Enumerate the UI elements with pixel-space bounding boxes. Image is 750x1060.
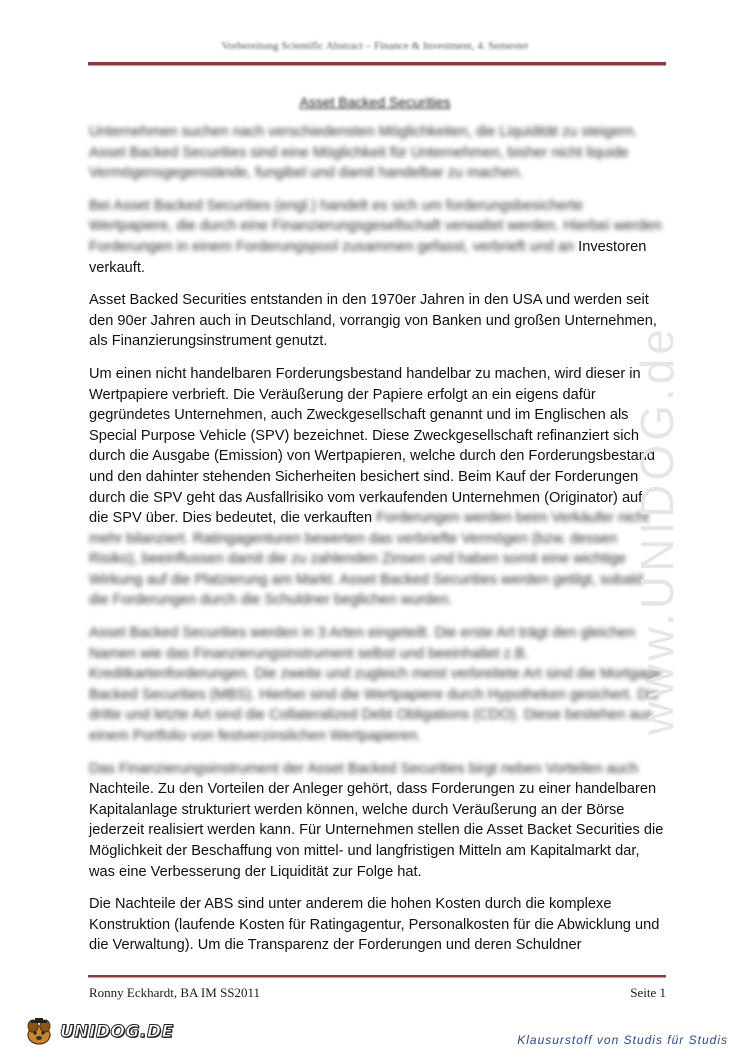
footer-author: Ronny Eckhardt, BA IM SS2011 bbox=[89, 985, 261, 1000]
unidog-logo[interactable] bbox=[22, 1018, 174, 1046]
paragraph-intro: Unternehmen suchen nach verschiedensten Möglichkeiten, die Liquidität zu steigern. Asset Backed Securities sind eine Möglichkeit für Unternehmen, bisher nicht liquide Vermögensgegenstände, fungibel und damit handelbar zu machen. bbox=[89, 124, 638, 182]
footer-divider bbox=[88, 975, 666, 978]
site-tagline: Klausurstoff von Studis für Studis bbox=[517, 1033, 728, 1047]
paragraph-definition-blurred: Bei Asset Backed Securities (engl.) handelt es sich um forderungsbesicherte Wertpapiere, die durch eine Finanzierungsgesellschaft verwaltet werden. Hierbei werden Forderungen in einem Forderungspool zusammen gefasst, verbrieft und an bbox=[89, 197, 662, 255]
paragraph-types: Asset Backed Securities werden in 3 Arten eingeteilt. Die erste Art trägt den gleichen Namen wie das Finanzierungsinstrument selbst und beeinhaltet z.B. Kreditkartenforderungen. Die zweite und zugleich meist verbreitete Art sind die Mortgage Backed Securities (MBS). Hierbei sind die Wertpapiere durch Hypotheken gesichert. Die dritte und letzte Art sind die Collateralized Debt Obligations (CDO). Diese bestehen aus einem Portfolio von festverzinslichen Wertpapieren. bbox=[89, 625, 662, 745]
paragraph-disadvantages: Die Nachteile der ABS sind unter anderem die hohen Kosten durch die komplexe Konstruktion (laufende Kosten für Ratingagentur, Personalkosten für die Abwicklung und die Verwaltung). Um die Transparenz der Forderungen und deren Schuldner bbox=[89, 896, 660, 954]
footer-page-number: Seite 1 bbox=[630, 985, 666, 1000]
paragraph-history: Asset Backed Securities entstanden in den 1970er Jahren in den USA und werden seit den 90er Jahren auch in Deutschland, vorrangig von Banken und großen Unternehmen, als Finanzierungsinstrument genutzt. bbox=[89, 292, 657, 350]
logo-wordmark: UNIDOG.DE bbox=[60, 1022, 174, 1042]
page-header: Vorbereitung Scientific Abstract – Finance & Investment, 4. Semester bbox=[221, 40, 529, 52]
paragraph-mechanism-visible: Um einen nicht handelbaren Forderungsbestand handelbar zu machen, wird dieser in Wertpapiere verbrieft. Die Veräußerung der Papiere erfolgt an ein eigens dafür gegründetes Unternehmen, auch Zweckgesellschaft genannt und im Englischen als Special Purpose Vehicle (SPV) bezeichnet. Diese Zweckgesellschaft refinanziert sich durch die Ausgabe (Emission) von Wertpapieren, welche durch den Forderungsbestand und den dahinter stehenden Sicherheiten besichert sind. Beim Kauf der Forderungen durch die SPV geht das Ausfallrisiko vom verkaufenden Unternehmen (Originator) auf die SPV über. Dies bedeutet, die verkauften bbox=[89, 365, 655, 527]
dog-mascot-icon bbox=[22, 1018, 56, 1046]
paragraph-advantages-visible: Nachteile. Zu den Vorteilen der Anleger gehört, dass Forderungen zu einer handelbaren Kapitalanlage strukturiert werden können, welche durch Veräußerung an der Börse jederzeit realisiert werden kann. Für Unternehmen stellen die Asset Backet Securities die Möglichkeit der Beschaffung von mittel- und langfristigen Mitteln am Kapitalmarkt dar, was eine Verbesserung der Liquidität zur Folge hat. bbox=[89, 781, 664, 880]
paragraph-advantages-blurred: Das Finanzierungsinstrument der Asset Backed Securities birgt neben Vorteilen auch bbox=[89, 760, 639, 777]
header-divider bbox=[88, 62, 666, 66]
paragraph-definition-visible: Investoren verkauft. bbox=[89, 238, 647, 276]
document-body bbox=[89, 122, 665, 968]
paragraph-definition bbox=[89, 196, 665, 278]
document-title: Asset Backed Securities bbox=[299, 94, 451, 110]
watermark-text: www.UNIDOG.de bbox=[631, 325, 683, 735]
paragraph-advantages bbox=[89, 759, 665, 883]
paragraph-mechanism bbox=[89, 364, 665, 611]
paragraph-mechanism-blurred: Forderungen werden beim Verkäufer nicht mehr bilanziert. Ratingagenturen bewerten das verbriefte Vermögen (bzw. dessen Risiko), beeinflussen damit die zu zahlenden Zinsen und haben somit eine wichtige Wirkung auf die Platzierung am Markt. Asset Backed Securities werden getilgt, sobald die Forderungen durch die Schuldner beglichen wurden. bbox=[89, 510, 649, 609]
